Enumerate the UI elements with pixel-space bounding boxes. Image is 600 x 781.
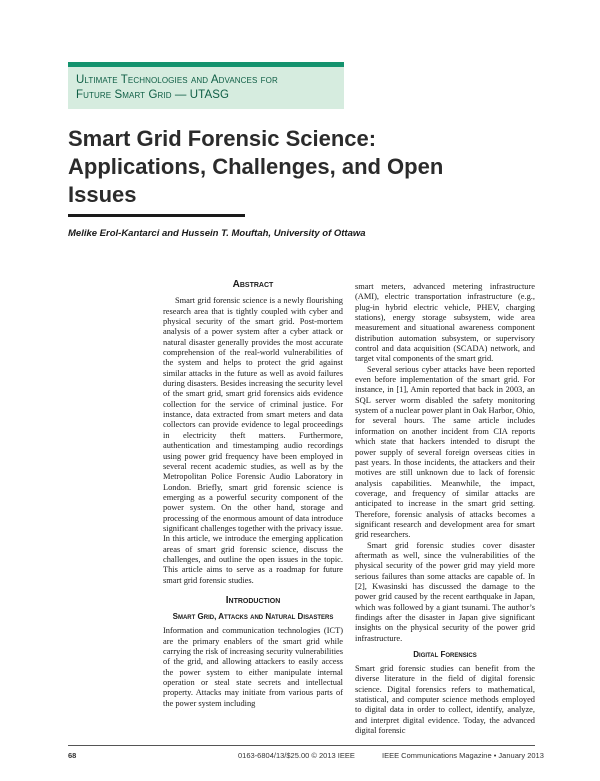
- abstract-heading: Abstract: [232, 279, 274, 290]
- left-column: [163, 280, 343, 709]
- series-title: [76, 73, 338, 103]
- introduction-subheading: Smart Grid, Attacks and Natural Disasters: [172, 612, 334, 622]
- series-title-line1: Ultimate Technologies and Advances for: [76, 74, 278, 86]
- digital-forensics-heading: Digital Forensics: [413, 650, 477, 660]
- page-number: 68: [68, 751, 77, 760]
- right-paragraph-1: smart meters, advanced metering infrastructure (AMI), electric transportation infrastructure (e.g., plug-in hybrid electric vehicle, PHEV, charging stations), energy storage subsystem, wide area measurement and situational awareness component distribution automation subsystem, or supervisory control and data acquisition (SCADA) network, and target vital components of the smart grid.: [355, 282, 535, 364]
- introduction-paragraph: Information and communication technologies (ICT) are the primary enablers of the smart grid while carrying the risk of increasing security vulnerabilities of the grid, and allowing attackers to easily access the power system to either manipulate internal operation or steal state secrets and intellectual property. Attacks may initiate from various parts of the power system including: [163, 626, 343, 708]
- right-paragraph-2: Several serious cyber attacks have been reported even before implementation of the smart grid. For instance, in [1], Amin reported that back in 2003, an SQL server worm disabled the safety monitoring system of a nuclear power plant in Oak Harbor, Ohio, for several hours. The same article includes information on another incident from CIA reports which state that hackers intended to disrupt the power supply of several foreign overseas cities in past years. In those incidents, the attackers and their motives are still unknown due to lack of forensic analysis capabilities. Meanwhile, the impact, coverage, and frequency of similar attacks are anticipated to increase in the smart grid setting. Therefore, forensic analysis of attacks becomes a significant research and development area for smart grid researchers.: [355, 364, 535, 540]
- right-paragraph-4: Smart grid forensic studies can benefit from the diverse literature in the field of digital forensic science. Digital forensics refers to mathematical, statistical, and computer science methods employed to digital data in order to collect, identify, analyze, and interpret digital evidence. Today, the advanced digital forensic: [355, 664, 535, 736]
- title-divider: [68, 214, 245, 217]
- series-banner: [68, 62, 344, 109]
- series-title-line2: Future Smart Grid — UTASG: [76, 89, 230, 101]
- footer-magazine: IEEE Communications Magazine • January 2013: [382, 751, 544, 760]
- article-title: Smart Grid Forensic Science: Applications, Challenges, and Open Issues: [68, 126, 444, 207]
- introduction-heading: Introduction: [225, 594, 281, 606]
- footer-divider: [68, 745, 535, 746]
- right-paragraph-3: Smart grid forensic studies cover disaster aftermath as well, since the vulnerabilities of the physical security of the power grid may yield more serious failures than some attacks are capable of. In [2], Kwasinski has discussed the damage to the power grid caused by the recent earthquake in Japan, which was followed by a giant tsunami. The author’s findings after the disaster in Japan give significant insights on the physical security of the power grid infrastructure.: [355, 540, 535, 643]
- abstract-text: Smart grid forensic science is a newly flourishing research area that is tightly coupled with cyber and physical security of the smart grid. Post-mortem analysis of a power system after a cyber attack or natural disaster generally provides the most accurate comprehension of the real-world vulnerabilities of the system and helps to protect the grid against similar attacks in the future as well as avoid failures during disasters. Besides increasing the security level of the smart grid, smart grid forensics aids evidence collection for the service of criminal justice. For instance, data extracted from smart meters and data collectors can provide evidence to legal proceedings in electricity theft matters. Furthermore, authentication and timestamping audio recordings using power grid frequency have been employed in several recent academic studies, as well as by the Metropolitan Police Forensic Audio Laboratory in London. Briefly, smart grid forensic science is emerging as a powerful security component of the power system. On the other hand, storage and processing of the enormous amount of data introduce significant challenges together with the privacy issue. In this article, we introduce the emerging application areas of smart grid forensic science, discuss the challenges, and outline the open issues in the topic. This article aims to serve as a roadmap for future smart grid forensic studies.: [163, 296, 343, 585]
- article-authors: Melike Erol-Kantarci and Hussein T. Mouftah, University of Ottawa: [68, 228, 366, 239]
- right-column: [355, 282, 535, 736]
- footer-issn: 0163-6804/13/$25.00 © 2013 IEEE: [238, 751, 355, 760]
